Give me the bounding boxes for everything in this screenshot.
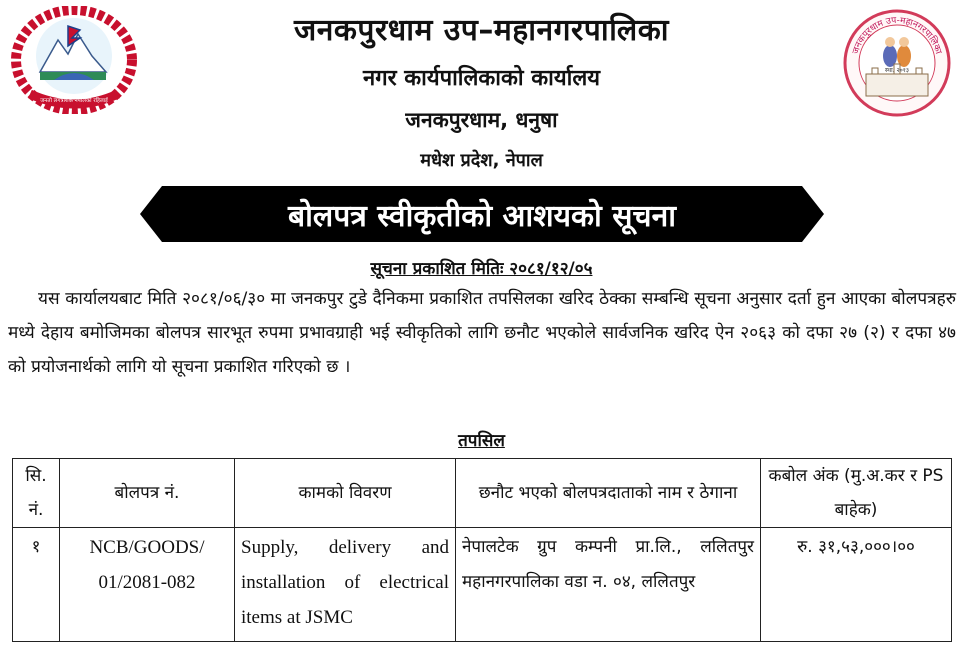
- cell-bid-no: NCB/GOODS/ 01/2081-082: [60, 528, 235, 642]
- cell-work: Supply, delivery and installation of electrical items at JSMC: [235, 528, 456, 642]
- header-bidder: छनौट भएको बोलपत्रदाताको नाम र ठेगाना: [456, 459, 761, 528]
- table-header-row: [13, 459, 952, 528]
- header-amount: कबोल अंक (मु.अ.कर र PS बाहेक): [761, 459, 952, 528]
- office-subheading: नगर कार्यपालिकाको कार्यालय: [363, 66, 600, 91]
- published-date: सूचना प्रकाशित मितिः २०८१/१२/०५: [370, 259, 593, 279]
- header-sn: सि. नं.: [13, 459, 60, 528]
- table-row: [13, 528, 952, 642]
- cell-bidder: नेपालटेक ग्रुप कम्पनी प्रा.लि., ललितपुर महानगरपालिका वडा न. ०४, ललितपुर: [456, 528, 761, 642]
- published-date-line: [0, 256, 963, 279]
- emblem-right-arc-text: जनकपुरधाम उप-महानगरपालिका: [851, 15, 943, 56]
- header-work: कामको विवरण: [235, 459, 456, 528]
- notice-body-paragraph: यस कार्यालयबाट मिति २०८१/०६/३० मा जनकपुर टुडे दैनिकमा प्रकाशित तपसिलका खरिद ठेक्का सम्बन्धि सूचना अनुसार दर्ता हुन आएका बोलपत्रहरु मध्ये देहाय बमोजिमका बोलपत्र सारभूत रुपमा प्रभावग्राही भई स्वीकृतिको लागि छनौट भएकोले सार्वजनिक खरिद ऐन २०६३ को दफा २७ (२) र दफा ४७ को प्रयोजनार्थको लागि यो सूचना प्रकाशित गरिएको छ ।: [8, 289, 956, 377]
- cell-amount: रु. ३१,५३,०००।००: [761, 528, 952, 642]
- emblem-right-est-text: स्था. २०१३: [885, 67, 909, 74]
- header-bid-no: बोलपत्र नं.: [60, 459, 235, 528]
- office-name-heading: जनकपुरधाम उप–महानगरपालिका: [293, 13, 670, 48]
- section-title: तपसिल: [458, 431, 505, 451]
- bid-table: [12, 458, 952, 642]
- notice-title: बोलपत्र स्वीकृतीको आशयको सूचना: [287, 198, 677, 234]
- emblem-left-ribbon-text: जनतो लगत्रशिक नेपालको रहिलाई: [40, 98, 108, 104]
- office-province: मधेश प्रदेश, नेपाल: [420, 150, 543, 171]
- cell-sn: १: [13, 528, 60, 642]
- office-location: जनकपुरधाम, धनुषा: [405, 108, 558, 132]
